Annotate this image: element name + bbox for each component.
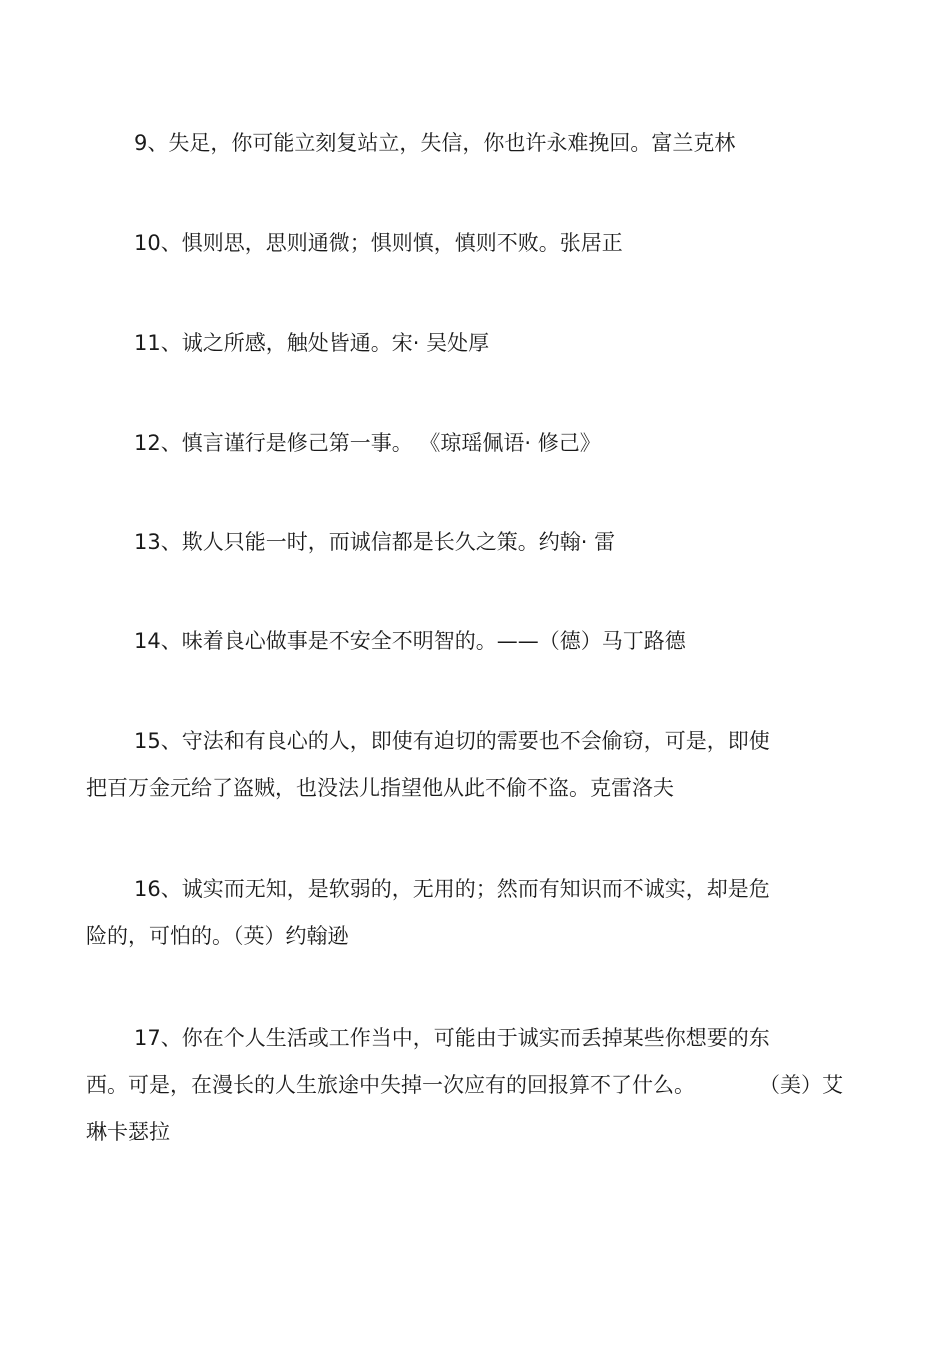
quote-10 <box>86 220 866 267</box>
quote-author-prefix: （美）艾 <box>759 1073 843 1097</box>
quote-line: 13、欺人只能一时，而诚信都是长久之策。约翰· 雷 <box>134 530 616 554</box>
quote-9 <box>86 120 866 167</box>
quote-line: 15、守法和有良心的人，即使有迫切的需要也不会偷窃，可是，即使 <box>134 729 770 753</box>
quote-14 <box>86 618 866 665</box>
quote-line <box>86 1062 866 1109</box>
quote-line: 16、诚实而无知，是软弱的，无用的；然而有知识而不诚实，却是危 <box>134 877 770 901</box>
quote-text: 西。可是，在漫长的人生旅途中失掉一次应有的回报算不了什么。 <box>86 1073 695 1097</box>
quote-line: 险的，可怕的。（英）约翰逊 <box>86 924 349 948</box>
quote-11 <box>86 320 866 367</box>
quote-line: 14、味着良心做事是不安全不明智的。——（德）马丁路德 <box>134 629 686 653</box>
quote-line: 12、慎言谨行是修己第一事。 《琼瑶佩语· 修己》 <box>134 431 601 455</box>
quote-16 <box>86 866 866 960</box>
quote-12 <box>86 420 866 467</box>
quote-line: 把百万金元给了盗贼，也没法儿指望他从此不偷不盗。克雷洛夫 <box>86 776 674 800</box>
quote-line: 9、失足，你可能立刻复站立，失信，你也许永难挽回。富兰克林 <box>134 131 736 155</box>
quote-15 <box>86 718 866 812</box>
quote-line: 11、诚之所感，触处皆通。宋· 吴处厚 <box>134 331 490 355</box>
quote-line: 琳卡瑟拉 <box>86 1120 170 1144</box>
quote-13 <box>86 519 866 566</box>
quote-line: 10、惧则思，思则通微；惧则慎，慎则不败。张居正 <box>134 231 623 255</box>
quote-17 <box>86 1015 866 1156</box>
quote-line: 17、你在个人生活或工作当中，可能由于诚实而丢掉某些你想要的东 <box>134 1026 770 1050</box>
